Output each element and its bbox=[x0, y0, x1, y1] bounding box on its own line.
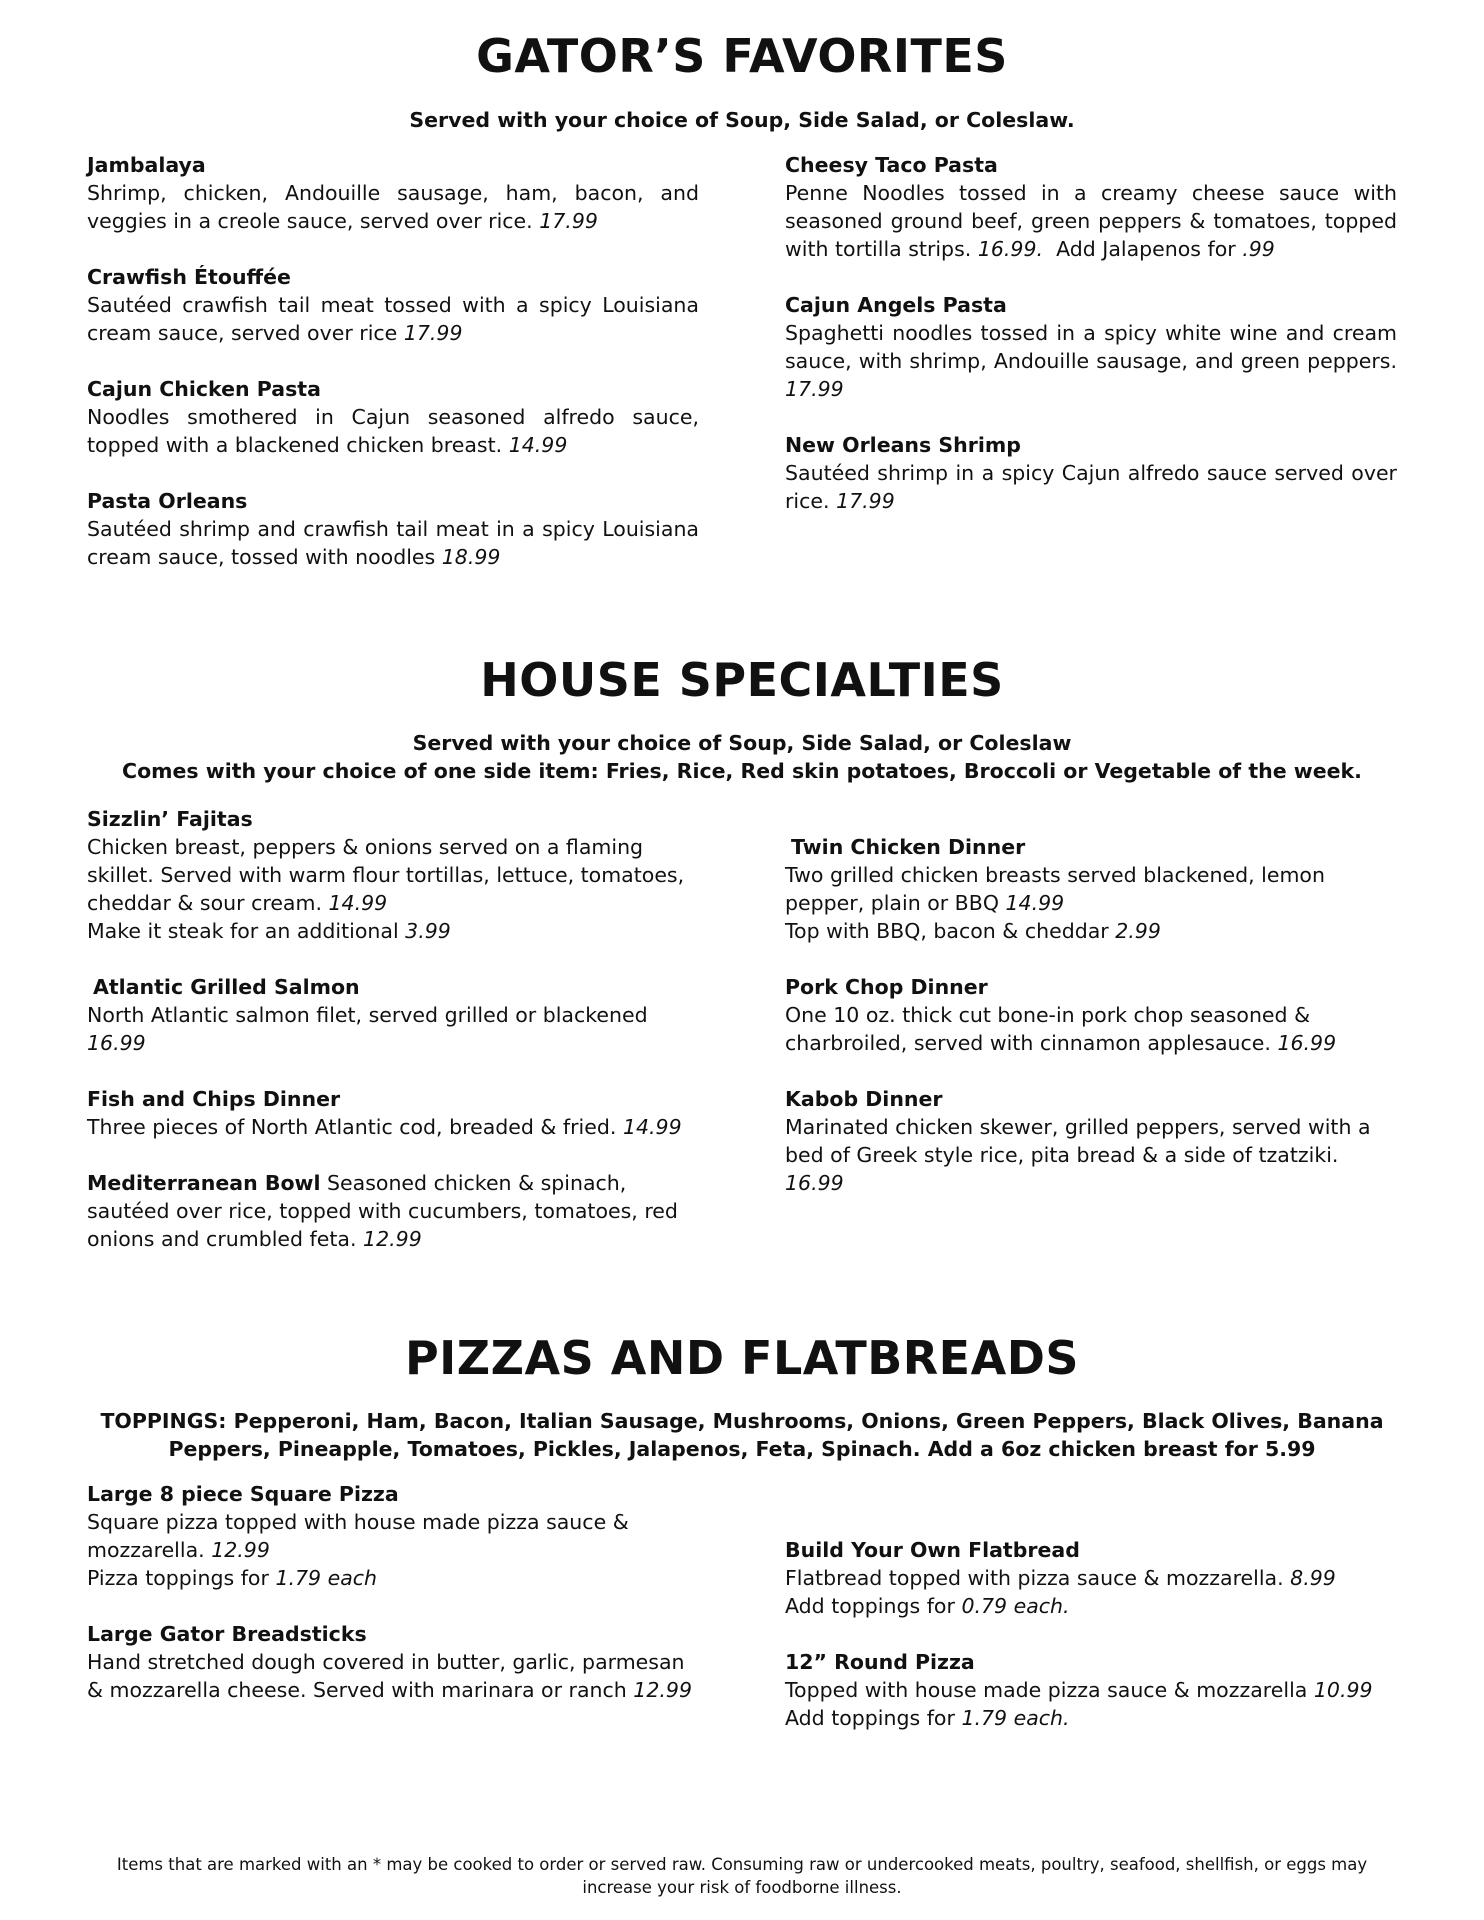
item-description: Marinated chicken skewer, grilled peppers, served with a bed of Greek style rice, pita bread & a side of tzatziki. 16.99 bbox=[785, 1115, 1371, 1195]
item-price: 17.99 bbox=[539, 209, 598, 233]
item-addon-line bbox=[785, 1704, 1397, 1732]
item-addon-line bbox=[87, 1564, 699, 1592]
item-name: Cajun Chicken Pasta bbox=[87, 377, 321, 401]
house-right-column bbox=[785, 833, 1397, 1225]
menu-item-kabob-dinner bbox=[785, 1085, 1397, 1197]
item-addon-line bbox=[785, 917, 1397, 945]
item-name: Crawfish Étouffée bbox=[87, 265, 291, 289]
item-addon: Top with BBQ, bacon & cheddar bbox=[785, 919, 1109, 943]
menu-item-jambalaya bbox=[87, 151, 699, 235]
menu-item-build-your-own-flatbread bbox=[785, 1536, 1397, 1620]
menu-item-large-gator-breadsticks bbox=[87, 1620, 699, 1704]
item-name: 12” Round Pizza bbox=[785, 1650, 975, 1674]
menu-item-fish-and-chips-dinner bbox=[87, 1085, 699, 1141]
item-name: Mediterranean Bowl bbox=[87, 1171, 321, 1195]
pizza-left-column bbox=[87, 1480, 699, 1732]
item-addon-price: 1.79 each bbox=[275, 1566, 378, 1590]
menu-item-atlantic-grilled-salmon bbox=[87, 973, 699, 1057]
item-price: 17.99 bbox=[785, 377, 844, 401]
item-addon: Add Jalapenos for bbox=[1056, 237, 1236, 261]
item-addon: Make it steak for an additional bbox=[87, 919, 399, 943]
pizza-right-column bbox=[785, 1536, 1397, 1760]
item-price: 16.99. bbox=[977, 237, 1044, 261]
menu-item-cajun-chicken-pasta bbox=[87, 375, 699, 459]
item-price: 12.99 bbox=[633, 1678, 692, 1702]
house-left-column bbox=[87, 805, 699, 1281]
item-name: Fish and Chips Dinner bbox=[87, 1087, 341, 1111]
item-description: Sautéed shrimp in a spicy Cajun alfredo sauce served over rice. 17.99 bbox=[785, 461, 1397, 513]
item-description: Spaghetti noodles tossed in a spicy white wine and cream sauce, with shrimp, Andouille sausage, and green peppers. 17.99 bbox=[785, 321, 1397, 401]
menu-item-large-square-pizza bbox=[87, 1480, 699, 1592]
item-name: Atlantic Grilled Salmon bbox=[93, 975, 360, 999]
item-name: Large 8 piece Square Pizza bbox=[87, 1482, 399, 1506]
section-title-gators-favorites: GATOR’S FAVORITES bbox=[476, 29, 1008, 83]
item-name: Build Your Own Flatbread bbox=[785, 1538, 1080, 1562]
item-price: 12.99 bbox=[211, 1538, 270, 1562]
item-name: Pork Chop Dinner bbox=[785, 975, 988, 999]
section-title-house-specialties: HOUSE SPECIALTIES bbox=[480, 653, 1004, 707]
food-safety-disclaimer: Items that are marked with an * may be cooked to order or served raw. Consuming raw or undercooked meats, poultry, seafood, shellfish, or eggs may increase your risk of foodborne illness. bbox=[116, 1854, 1368, 1897]
item-addon-price: 3.99 bbox=[405, 919, 451, 943]
item-name: Jambalaya bbox=[87, 153, 206, 177]
item-price: 14.99 bbox=[622, 1115, 682, 1139]
menu-item-twin-chicken-dinner bbox=[785, 833, 1397, 945]
item-name: Twin Chicken Dinner bbox=[791, 835, 1026, 859]
item-description: Mediterranean Bowl Seasoned chicken & spinach, sautéed over rice, topped with cucumbers, tomatoes, red onions and crumbled feta. 12.99 bbox=[87, 1171, 678, 1251]
item-description: North Atlantic salmon filet, served grilled or blackened 16.99 bbox=[87, 1003, 648, 1055]
section-subtitle-house-1: Served with your choice of Soup, Side Salad, or Coleslaw bbox=[412, 731, 1072, 755]
item-price: 14.99 bbox=[328, 891, 388, 915]
item-addon: Pizza toppings for bbox=[87, 1566, 269, 1590]
menu-item-pasta-orleans bbox=[87, 487, 699, 571]
item-price: 16.99 bbox=[87, 1031, 146, 1055]
item-name: Kabob Dinner bbox=[785, 1087, 943, 1111]
item-price: 14.99 bbox=[508, 433, 568, 457]
item-description: Chicken breast, peppers & onions served on a flaming skillet. Served with warm flour tortillas, lettuce, tomatoes, cheddar & sour cream. 14.99 bbox=[87, 835, 685, 915]
menu-item-cajun-angels-pasta bbox=[785, 291, 1397, 403]
item-name: New Orleans Shrimp bbox=[785, 433, 1021, 457]
item-price: 17.99 bbox=[403, 321, 463, 345]
item-price: 18.99 bbox=[441, 545, 501, 569]
item-description: Topped with house made pizza sauce & mozzarella 10.99 bbox=[785, 1678, 1373, 1702]
item-description: Noodles smothered in Cajun seasoned alfredo sauce, topped with a blackened chicken breast. 14.99 bbox=[87, 405, 699, 457]
menu-item-pork-chop-dinner bbox=[785, 973, 1397, 1057]
gators-right-column bbox=[785, 151, 1397, 543]
item-price: 16.99 bbox=[1277, 1031, 1337, 1055]
item-addon-price: 2.99 bbox=[1115, 919, 1161, 943]
menu-item-mediterranean-bowl bbox=[87, 1169, 699, 1253]
item-description: Two grilled chicken breasts served blackened, lemon pepper, plain or BBQ 14.99 bbox=[785, 863, 1325, 915]
item-price: 12.99 bbox=[363, 1227, 422, 1251]
menu-item-sizzlin-fajitas bbox=[87, 805, 699, 945]
item-description: Three pieces of North Atlantic cod, breaded & fried. 14.99 bbox=[87, 1115, 682, 1139]
item-addon: Add toppings for bbox=[785, 1706, 955, 1730]
item-addon: Add toppings for bbox=[785, 1594, 955, 1618]
item-price: 14.99 bbox=[1005, 891, 1065, 915]
item-price: 17.99 bbox=[836, 489, 895, 513]
pizza-toppings-list: TOPPINGS: Pepperoni, Ham, Bacon, Italian Sausage, Mushrooms, Onions, Green Peppers, Black Olives, Banana Peppers, Pineapple, Tomatoes, Pickles, Jalapenos, Feta, Spinach. Add a 6oz chicken breast for 5.99 bbox=[100, 1409, 1384, 1461]
item-description: Penne Noodles tossed in a creamy cheese sauce with seasoned ground beef, green peppers & tomatoes, topped with tortilla strips. 16.99. Add Jalapenos for .99 bbox=[785, 181, 1397, 261]
item-price: 10.99 bbox=[1313, 1678, 1373, 1702]
item-name: Large Gator Breadsticks bbox=[87, 1622, 367, 1646]
item-description: One 10 oz. thick cut bone-in pork chop seasoned & charbroiled, served with cinnamon applesauce. 16.99 bbox=[785, 1003, 1337, 1055]
item-description: Square pizza topped with house made pizza sauce & mozzarella. 12.99 bbox=[87, 1510, 629, 1562]
section-subtitle-house-2: Comes with your choice of one side item: Fries, Rice, Red skin potatoes, Broccoli or Vegetable of the week. bbox=[122, 759, 1362, 783]
item-description: Shrimp, chicken, Andouille sausage, ham, bacon, and veggies in a creole sauce, served over rice. 17.99 bbox=[87, 181, 699, 233]
item-price: 8.99 bbox=[1290, 1566, 1336, 1590]
menu-item-12-round-pizza bbox=[785, 1648, 1397, 1732]
item-addon-price: .99 bbox=[1242, 237, 1275, 261]
menu-item-crawfish-etouffee bbox=[87, 263, 699, 347]
item-description: Sautéed shrimp and crawfish tail meat in a spicy Louisiana cream sauce, tossed with noodles 18.99 bbox=[87, 517, 699, 569]
item-description: Sautéed crawfish tail meat tossed with a spicy Louisiana cream sauce, served over rice 17.99 bbox=[87, 293, 699, 345]
item-addon-line bbox=[785, 1592, 1397, 1620]
item-price: 16.99 bbox=[785, 1171, 844, 1195]
item-description: Hand stretched dough covered in butter, garlic, parmesan & mozzarella cheese. Served with marinara or ranch 12.99 bbox=[87, 1650, 692, 1702]
item-name: Pasta Orleans bbox=[87, 489, 248, 513]
item-addon-price: 1.79 each. bbox=[961, 1706, 1070, 1730]
gators-left-column bbox=[87, 151, 699, 599]
menu-item-new-orleans-shrimp bbox=[785, 431, 1397, 515]
item-description: Flatbread topped with pizza sauce & mozzarella. 8.99 bbox=[785, 1566, 1336, 1590]
section-subtitle-gators-favorites: Served with your choice of Soup, Side Salad, or Coleslaw. bbox=[409, 108, 1075, 132]
item-addon-price: 0.79 each. bbox=[961, 1594, 1070, 1618]
item-addon-line bbox=[87, 917, 699, 945]
item-name: Cajun Angels Pasta bbox=[785, 293, 1007, 317]
item-name: Sizzlin’ Fajitas bbox=[87, 807, 253, 831]
section-title-pizzas-and-flatbreads: PIZZAS AND FLATBREADS bbox=[404, 1331, 1080, 1385]
item-name: Cheesy Taco Pasta bbox=[785, 153, 998, 177]
menu-item-cheesy-taco-pasta bbox=[785, 151, 1397, 263]
